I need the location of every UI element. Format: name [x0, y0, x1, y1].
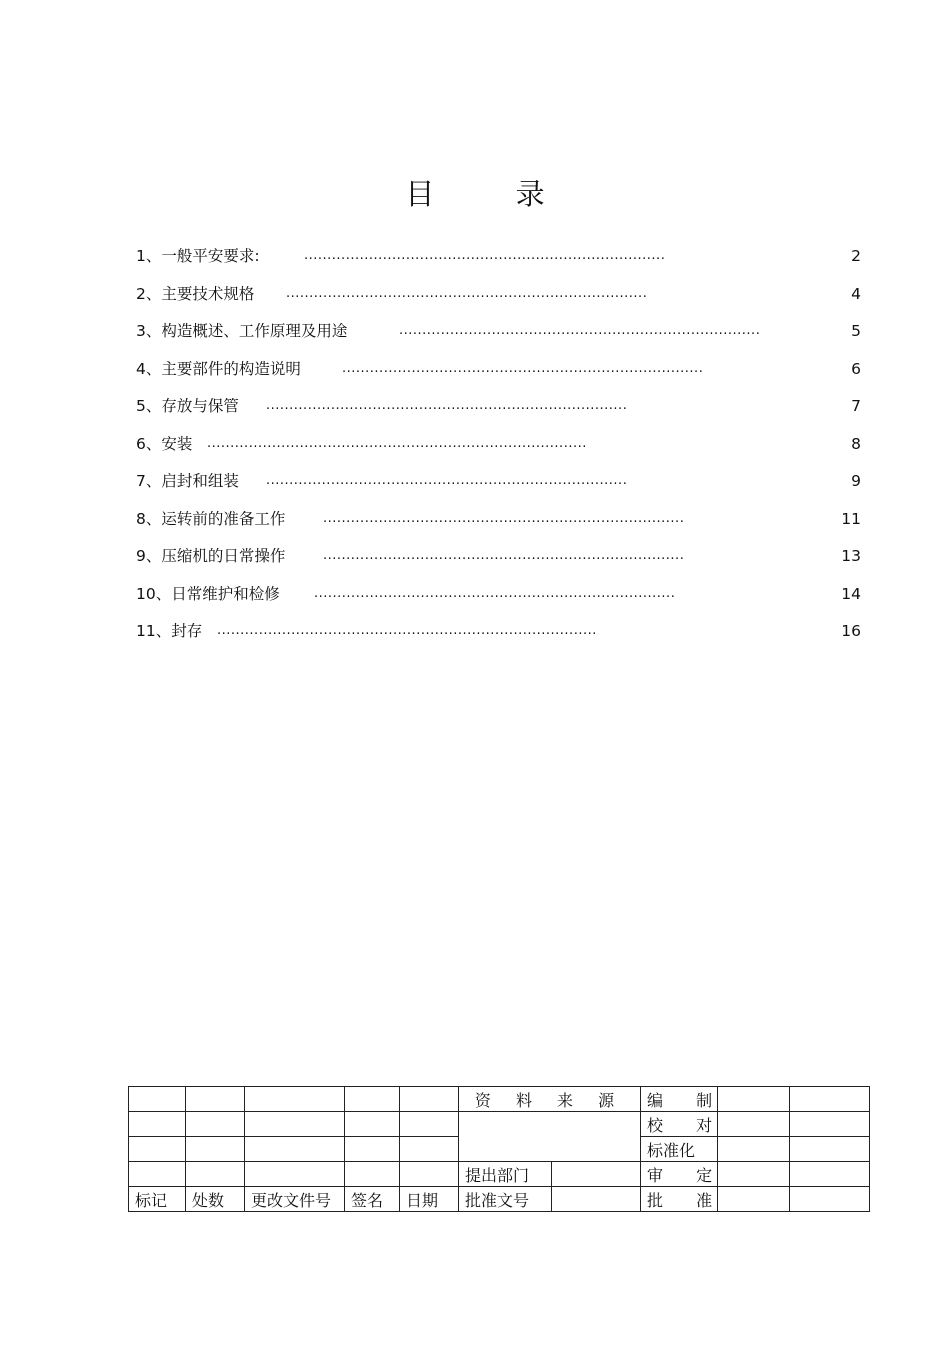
compiled-value: [718, 1087, 790, 1112]
source-header: 资 料 来 源: [459, 1087, 641, 1112]
toc-entry[interactable]: [136, 396, 861, 434]
checked-date: [790, 1112, 870, 1137]
signature-header: 签名: [345, 1187, 400, 1212]
source-value: [459, 1112, 641, 1162]
toc-entry-page: 11: [841, 509, 861, 528]
approval-doc-label: 批准文号: [459, 1187, 552, 1212]
toc-entry-label: 6、安装: [136, 434, 193, 453]
standardized-value: [718, 1137, 790, 1162]
mark-header: 标记: [129, 1187, 186, 1212]
toc-entry[interactable]: [136, 471, 861, 509]
reviewed-date: [790, 1162, 870, 1187]
toc-entry-label: 11、封存: [136, 622, 203, 640]
reviewed-label: 审 定: [641, 1162, 718, 1187]
proposing-dept-value: [552, 1162, 641, 1187]
toc-leader-dots: ..............................................................................: [323, 510, 685, 526]
table-of-contents: [136, 246, 861, 659]
toc-entry-page: 9: [851, 472, 861, 490]
reviewed-value: [718, 1162, 790, 1187]
toc-entry-label: 4、主要部件的构造说明: [136, 359, 301, 378]
toc-entry[interactable]: [136, 434, 861, 472]
revision-cell: [245, 1087, 345, 1112]
toc-entry-label: 10、日常维护和检修: [136, 584, 280, 603]
toc-entry-page: 7: [851, 397, 861, 415]
revision-cell: [400, 1162, 459, 1187]
compiled-date: [790, 1087, 870, 1112]
toc-leader-dots: ..................................................................................: [217, 623, 597, 638]
toc-entry-page: 14: [841, 584, 861, 603]
checked-label: 校 对: [641, 1112, 718, 1137]
revision-cell: [186, 1162, 245, 1187]
revision-cell: [245, 1162, 345, 1187]
standardized-label: 标准化: [641, 1137, 718, 1162]
toc-leader-dots: ..............................................................................: [342, 360, 704, 376]
compiled-label: 编 制: [641, 1087, 718, 1112]
standardized-date: [790, 1137, 870, 1162]
change-doc-header: 更改文件号: [245, 1187, 345, 1212]
toc-entry-page: 4: [851, 284, 861, 303]
toc-entry-page: 5: [851, 322, 861, 340]
revision-cell: [400, 1112, 459, 1137]
revision-cell: [245, 1112, 345, 1137]
toc-leader-dots: ..............................................................................: [266, 398, 628, 413]
toc-entry[interactable]: [136, 284, 861, 322]
toc-entry-label: 8、运转前的准备工作: [136, 509, 286, 528]
toc-leader-dots: ..............................................................................: [323, 548, 685, 563]
toc-leader-dots: ..................................................................................: [207, 435, 587, 451]
toc-entry-label: 2、主要技术规格: [136, 284, 255, 303]
toc-leader-dots: ..............................................................................: [286, 285, 648, 301]
toc-entry[interactable]: [136, 546, 861, 584]
revision-cell: [129, 1137, 186, 1162]
toc-entry-label: 3、构造概述、工作原理及用途: [136, 322, 348, 340]
revision-cell: [129, 1162, 186, 1187]
toc-entry-page: 2: [851, 247, 861, 265]
revision-cell: [400, 1087, 459, 1112]
revision-cell: [186, 1137, 245, 1162]
date-header: 日期: [400, 1187, 459, 1212]
revision-cell: [345, 1087, 400, 1112]
count-header: 处数: [186, 1187, 245, 1212]
approved-value: [718, 1187, 790, 1212]
toc-entry[interactable]: [136, 246, 861, 284]
revision-cell: [400, 1137, 459, 1162]
toc-leader-dots: ..............................................................................: [304, 248, 666, 263]
toc-entry-page: 6: [851, 359, 861, 378]
revision-cell: [129, 1112, 186, 1137]
toc-entry-page: 13: [841, 547, 861, 565]
toc-entry[interactable]: [136, 509, 861, 547]
toc-entry-page: 16: [841, 622, 861, 640]
revision-cell: [345, 1137, 400, 1162]
revision-cell: [186, 1112, 245, 1137]
toc-entry-label: 9、压缩机的日常操作: [136, 547, 286, 565]
document-title-block: [128, 1086, 870, 1212]
revision-cell: [345, 1162, 400, 1187]
revision-cell: [345, 1112, 400, 1137]
toc-leader-dots: ..............................................................................: [399, 323, 761, 338]
toc-leader-dots: ..............................................................................: [314, 585, 676, 601]
toc-entry-label: 7、启封和组装: [136, 472, 239, 490]
toc-entry[interactable]: [136, 321, 861, 359]
proposing-dept-label: 提出部门: [459, 1162, 552, 1187]
toc-entry[interactable]: [136, 584, 861, 622]
toc-entry-label: 5、存放与保管: [136, 397, 239, 415]
revision-cell: [129, 1087, 186, 1112]
approved-date: [790, 1187, 870, 1212]
toc-entry[interactable]: [136, 621, 861, 659]
toc-entry-page: 8: [851, 434, 861, 453]
revision-cell: [186, 1087, 245, 1112]
revision-cell: [245, 1137, 345, 1162]
toc-entry[interactable]: [136, 359, 861, 397]
page-title: 目 录: [405, 177, 581, 211]
toc-entry-label: 1、一般平安要求:: [136, 247, 260, 265]
approved-label: 批 准: [641, 1187, 718, 1212]
checked-value: [718, 1112, 790, 1137]
approval-doc-value: [552, 1187, 641, 1212]
toc-leader-dots: ..............................................................................: [266, 473, 628, 488]
